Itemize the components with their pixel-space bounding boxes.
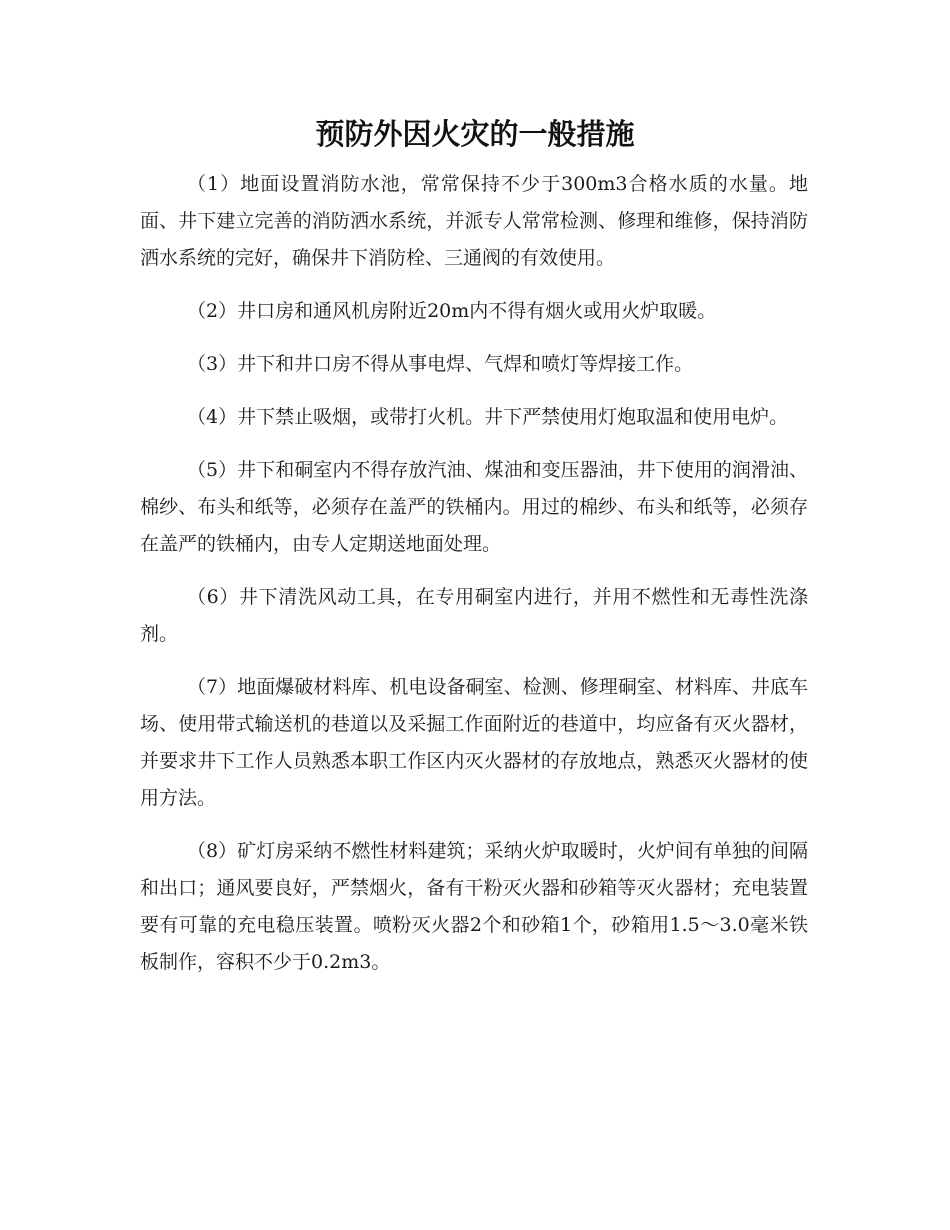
paragraph-7: （7）地面爆破材料库、机电设备硐室、检测、修理硐室、材料库、井底车场、使用带式输送机的巷道以及采掘工作面附近的巷道中，均应备有灭火器材，并要求井下工作人员熟悉本职工作区内灭火器材的存放地点，熟悉灭火器材的使用方法。 [140,676,808,809]
paragraph-3: （3）井下和井口房不得从事电焊、气焊和喷灯等焊接工作。 [187,353,694,375]
paragraph-5: （5）井下和硐室内不得存放汽油、煤油和变压器油，井下使用的润滑油、棉纱、布头和纸等，必须存在盖严的铁桶内。用过的棉纱、布头和纸等，必须存在盖严的铁桶内，由专人定期送地面处理。 [140,459,808,555]
document-body [140,166,808,997]
paragraph-1: （1）地面设置消防水池，常常保持不少于300m3合格水质的水量。地面、井下建立完善的消防洒水系统，并派专人常常检测、修理和维修，保持消防洒水系统的完好，确保井下消防栓、三通阀的有效使用。 [140,173,808,269]
paragraph-8: （8）矿灯房采纳不燃性材料建筑；采纳火炉取暖时，火炉间有单独的间隔和出口；通风要良好，严禁烟火，备有干粉灭火器和砂箱等灭火器材；充电装置要有可靠的充电稳压装置。喷粉灭火器2个和砂箱1个，砂箱用1.5～3.0毫米铁板制作，容积不少于0.2m3。 [140,840,808,973]
paragraph-4: （4）井下禁止吸烟，或带打火机。井下严禁使用灯炮取温和使用电炉。 [187,406,789,428]
document-title: 预防外因火灾的一般措施 [315,117,635,151]
paragraph-6: （6）井下清洗风动工具，在专用硐室内进行，并用不燃性和无毒性洗涤剂。 [140,586,808,645]
paragraph-2: （2）井口房和通风机房附近20m内不得有烟火或用火炉取暖。 [187,300,717,322]
